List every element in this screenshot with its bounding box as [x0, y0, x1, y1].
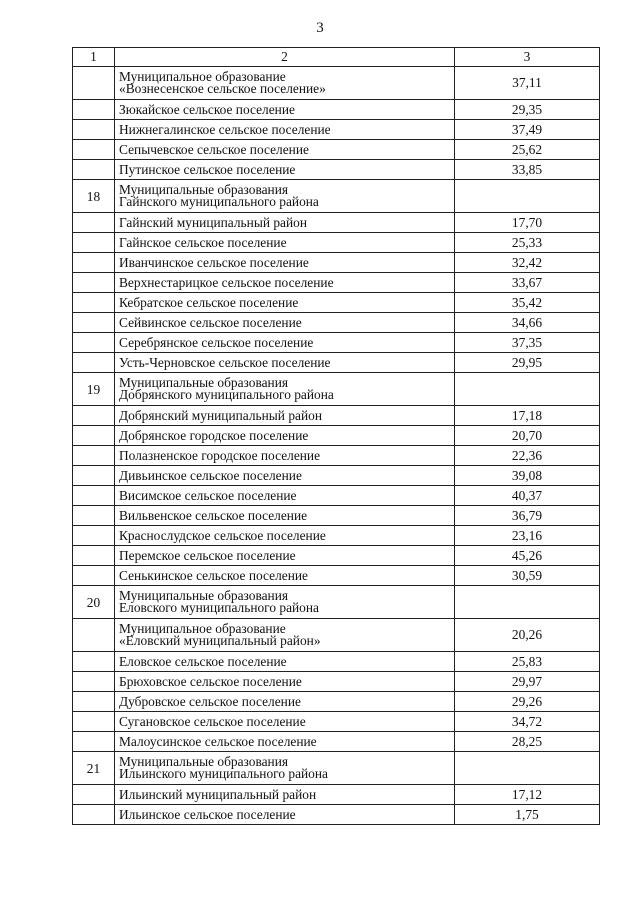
- municipality-name: [115, 446, 455, 466]
- municipality-name: [115, 253, 455, 273]
- table-row: [73, 160, 600, 180]
- row-number: [73, 100, 115, 120]
- row-value: 33,85: [455, 160, 600, 180]
- name-line: «Вознесенское сельское поселение»: [119, 81, 326, 96]
- name-line: Иванчинское сельское поселение: [119, 254, 309, 270]
- name-line: Муниципальное образование: [119, 620, 286, 636]
- municipality-name: [115, 100, 455, 120]
- row-number: [73, 313, 115, 333]
- row-value: 29,26: [455, 692, 600, 712]
- table-row: [73, 180, 600, 213]
- row-number: [73, 160, 115, 180]
- name-line: Сенькинское сельское поселение: [119, 567, 308, 583]
- row-number: [73, 120, 115, 140]
- table-row: [73, 426, 600, 446]
- row-value: 36,79: [455, 506, 600, 526]
- row-number: [73, 273, 115, 293]
- municipality-name: [115, 120, 455, 140]
- name-line: Еловское сельское поселение: [119, 653, 287, 669]
- row-value: 17,18: [455, 406, 600, 426]
- row-value: 37,11: [455, 67, 600, 100]
- municipality-name: [115, 486, 455, 506]
- table-row: [73, 273, 600, 293]
- name-line: Еловского муниципального района: [119, 600, 319, 615]
- row-number: [73, 526, 115, 546]
- municipality-name: [115, 353, 455, 373]
- row-value: 39,08: [455, 466, 600, 486]
- row-number: [73, 732, 115, 752]
- table-row: [73, 373, 600, 406]
- municipality-name: [115, 566, 455, 586]
- name-line: Краснослудское сельское поселение: [119, 527, 326, 543]
- row-number: 21: [73, 752, 115, 785]
- name-line: Малоусинское сельское поселение: [119, 733, 317, 749]
- table-row: [73, 253, 600, 273]
- municipality-name: [115, 313, 455, 333]
- municipality-name: [115, 406, 455, 426]
- municipality-name: [115, 426, 455, 446]
- table-row: [73, 506, 600, 526]
- row-number: [73, 466, 115, 486]
- name-line: Гайнского муниципального района: [119, 194, 319, 209]
- table-row: [73, 785, 600, 805]
- row-number: [73, 67, 115, 100]
- row-value: [455, 373, 600, 406]
- row-number: [73, 672, 115, 692]
- municipality-name: [115, 692, 455, 712]
- row-number: [73, 293, 115, 313]
- name-line: Усть-Черновское сельское поселение: [119, 354, 331, 370]
- name-line: Дивьинское сельское поселение: [119, 467, 302, 483]
- name-line: Сейвинское сельское поселение: [119, 314, 302, 330]
- name-line: Добрянского муниципального района: [119, 387, 334, 402]
- name-line: Сепычевское сельское поселение: [119, 141, 309, 157]
- row-value: 34,66: [455, 313, 600, 333]
- name-line: Добрянский муниципальный район: [119, 407, 322, 423]
- municipality-name: [115, 732, 455, 752]
- name-line: Путинское сельское поселение: [119, 161, 296, 177]
- row-value: 17,70: [455, 213, 600, 233]
- municipality-name: [115, 180, 455, 213]
- row-number: [73, 546, 115, 566]
- row-number: [73, 140, 115, 160]
- table-row: [73, 692, 600, 712]
- name-line: «Еловский муниципальный район»: [119, 633, 321, 648]
- table-row: [73, 712, 600, 732]
- row-number: 19: [73, 373, 115, 406]
- municipality-name: [115, 652, 455, 672]
- row-number: [73, 619, 115, 652]
- table-row: [73, 120, 600, 140]
- row-number: [73, 506, 115, 526]
- name-line: Добрянское городское поселение: [119, 427, 309, 443]
- table-row: [73, 546, 600, 566]
- row-value: 30,59: [455, 566, 600, 586]
- row-number: [73, 426, 115, 446]
- municipality-name: [115, 752, 455, 785]
- row-value: [455, 752, 600, 785]
- name-line: Висимское сельское поселение: [119, 487, 297, 503]
- municipality-name: [115, 140, 455, 160]
- row-value: 40,37: [455, 486, 600, 506]
- municipal-table: [72, 47, 600, 825]
- row-value: 20,26: [455, 619, 600, 652]
- row-value: [455, 586, 600, 619]
- header-cell-1: 1: [73, 48, 115, 67]
- name-line: Полазненское городское поселение: [119, 447, 321, 463]
- name-line: Муниципальные образования: [119, 374, 289, 390]
- row-number: [73, 712, 115, 732]
- name-line: Ильинского муниципального района: [119, 766, 328, 781]
- table-row: [73, 526, 600, 546]
- table-row: [73, 406, 600, 426]
- municipality-name: [115, 233, 455, 253]
- name-line: Гайнский муниципальный район: [119, 214, 308, 230]
- name-line: Муниципальные образования: [119, 587, 289, 603]
- row-number: [73, 213, 115, 233]
- row-value: 32,42: [455, 253, 600, 273]
- name-line: Муниципальные образования: [119, 181, 289, 197]
- row-value: 35,42: [455, 293, 600, 313]
- table-row: [73, 333, 600, 353]
- row-value: 25,62: [455, 140, 600, 160]
- table-row: [73, 672, 600, 692]
- table-row: [73, 486, 600, 506]
- table-row: [73, 732, 600, 752]
- name-line: Дубровское сельское поселение: [119, 693, 301, 709]
- municipality-name: [115, 619, 455, 652]
- table-row: [73, 586, 600, 619]
- page-number: 3: [316, 20, 324, 36]
- name-line: Муниципальные образования: [119, 753, 289, 769]
- row-value: 1,75: [455, 805, 600, 825]
- name-line: Сугановское сельское поселение: [119, 713, 306, 729]
- municipality-name: [115, 373, 455, 406]
- name-line: Гайнское сельское поселение: [119, 234, 287, 250]
- name-line: Кебратское сельское поселение: [119, 294, 299, 310]
- row-value: 17,12: [455, 785, 600, 805]
- municipality-name: [115, 67, 455, 100]
- name-line: Верхнестарицкое сельское поселение: [119, 274, 334, 290]
- row-value: 22,36: [455, 446, 600, 466]
- municipality-name: [115, 160, 455, 180]
- row-value: 23,16: [455, 526, 600, 546]
- municipality-name: [115, 466, 455, 486]
- municipality-name: [115, 273, 455, 293]
- municipality-name: [115, 586, 455, 619]
- name-line: Муниципальное образование: [119, 68, 286, 84]
- table-row: [73, 466, 600, 486]
- row-number: [73, 652, 115, 672]
- name-line: Зюкайское сельское поселение: [119, 101, 295, 117]
- table-row: [73, 752, 600, 785]
- header-cell-2: 2: [115, 48, 455, 67]
- table-row: [73, 213, 600, 233]
- row-value: 25,33: [455, 233, 600, 253]
- row-number: [73, 566, 115, 586]
- row-value: 28,25: [455, 732, 600, 752]
- municipality-name: [115, 293, 455, 313]
- municipality-name: [115, 712, 455, 732]
- row-value: 29,97: [455, 672, 600, 692]
- row-value: 29,35: [455, 100, 600, 120]
- municipality-name: [115, 546, 455, 566]
- municipality-name: [115, 805, 455, 825]
- name-line: Брюховское сельское поселение: [119, 673, 302, 689]
- table-row: [73, 566, 600, 586]
- name-line: Вильвенское сельское поселение: [119, 507, 308, 523]
- municipality-name: [115, 526, 455, 546]
- municipality-name: [115, 506, 455, 526]
- row-number: [73, 785, 115, 805]
- row-number: [73, 805, 115, 825]
- table-row: [73, 100, 600, 120]
- name-line: Нижнегалинское сельское поселение: [119, 121, 331, 137]
- row-number: [73, 253, 115, 273]
- municipality-name: [115, 333, 455, 353]
- row-number: [73, 233, 115, 253]
- municipality-name: [115, 213, 455, 233]
- table-row: [73, 353, 600, 373]
- row-number: [73, 446, 115, 466]
- row-value: 34,72: [455, 712, 600, 732]
- row-value: 20,70: [455, 426, 600, 446]
- row-value: 33,67: [455, 273, 600, 293]
- row-number: [73, 333, 115, 353]
- row-number: [73, 692, 115, 712]
- name-line: Серебрянское сельское поселение: [119, 334, 314, 350]
- table-row: [73, 619, 600, 652]
- row-number: [73, 406, 115, 426]
- municipality-name: [115, 785, 455, 805]
- table-row: [73, 313, 600, 333]
- name-line: Ильинское сельское поселение: [119, 806, 296, 822]
- table-row: [73, 446, 600, 466]
- row-value: 37,35: [455, 333, 600, 353]
- municipality-name: [115, 672, 455, 692]
- table-row: [73, 293, 600, 313]
- row-number: 20: [73, 586, 115, 619]
- row-number: [73, 353, 115, 373]
- table-body: [73, 48, 600, 825]
- row-number: 18: [73, 180, 115, 213]
- row-value: [455, 180, 600, 213]
- table-row: [73, 67, 600, 100]
- table-row: [73, 805, 600, 825]
- row-value: 25,83: [455, 652, 600, 672]
- name-line: Перемское сельское поселение: [119, 547, 296, 563]
- row-value: 45,26: [455, 546, 600, 566]
- row-value: 37,49: [455, 120, 600, 140]
- table-header-row: [73, 48, 600, 67]
- name-line: Ильинский муниципальный район: [119, 786, 317, 802]
- header-cell-3: 3: [455, 48, 600, 67]
- table-row: [73, 233, 600, 253]
- table-row: [73, 652, 600, 672]
- table-row: [73, 140, 600, 160]
- row-value: 29,95: [455, 353, 600, 373]
- row-number: [73, 486, 115, 506]
